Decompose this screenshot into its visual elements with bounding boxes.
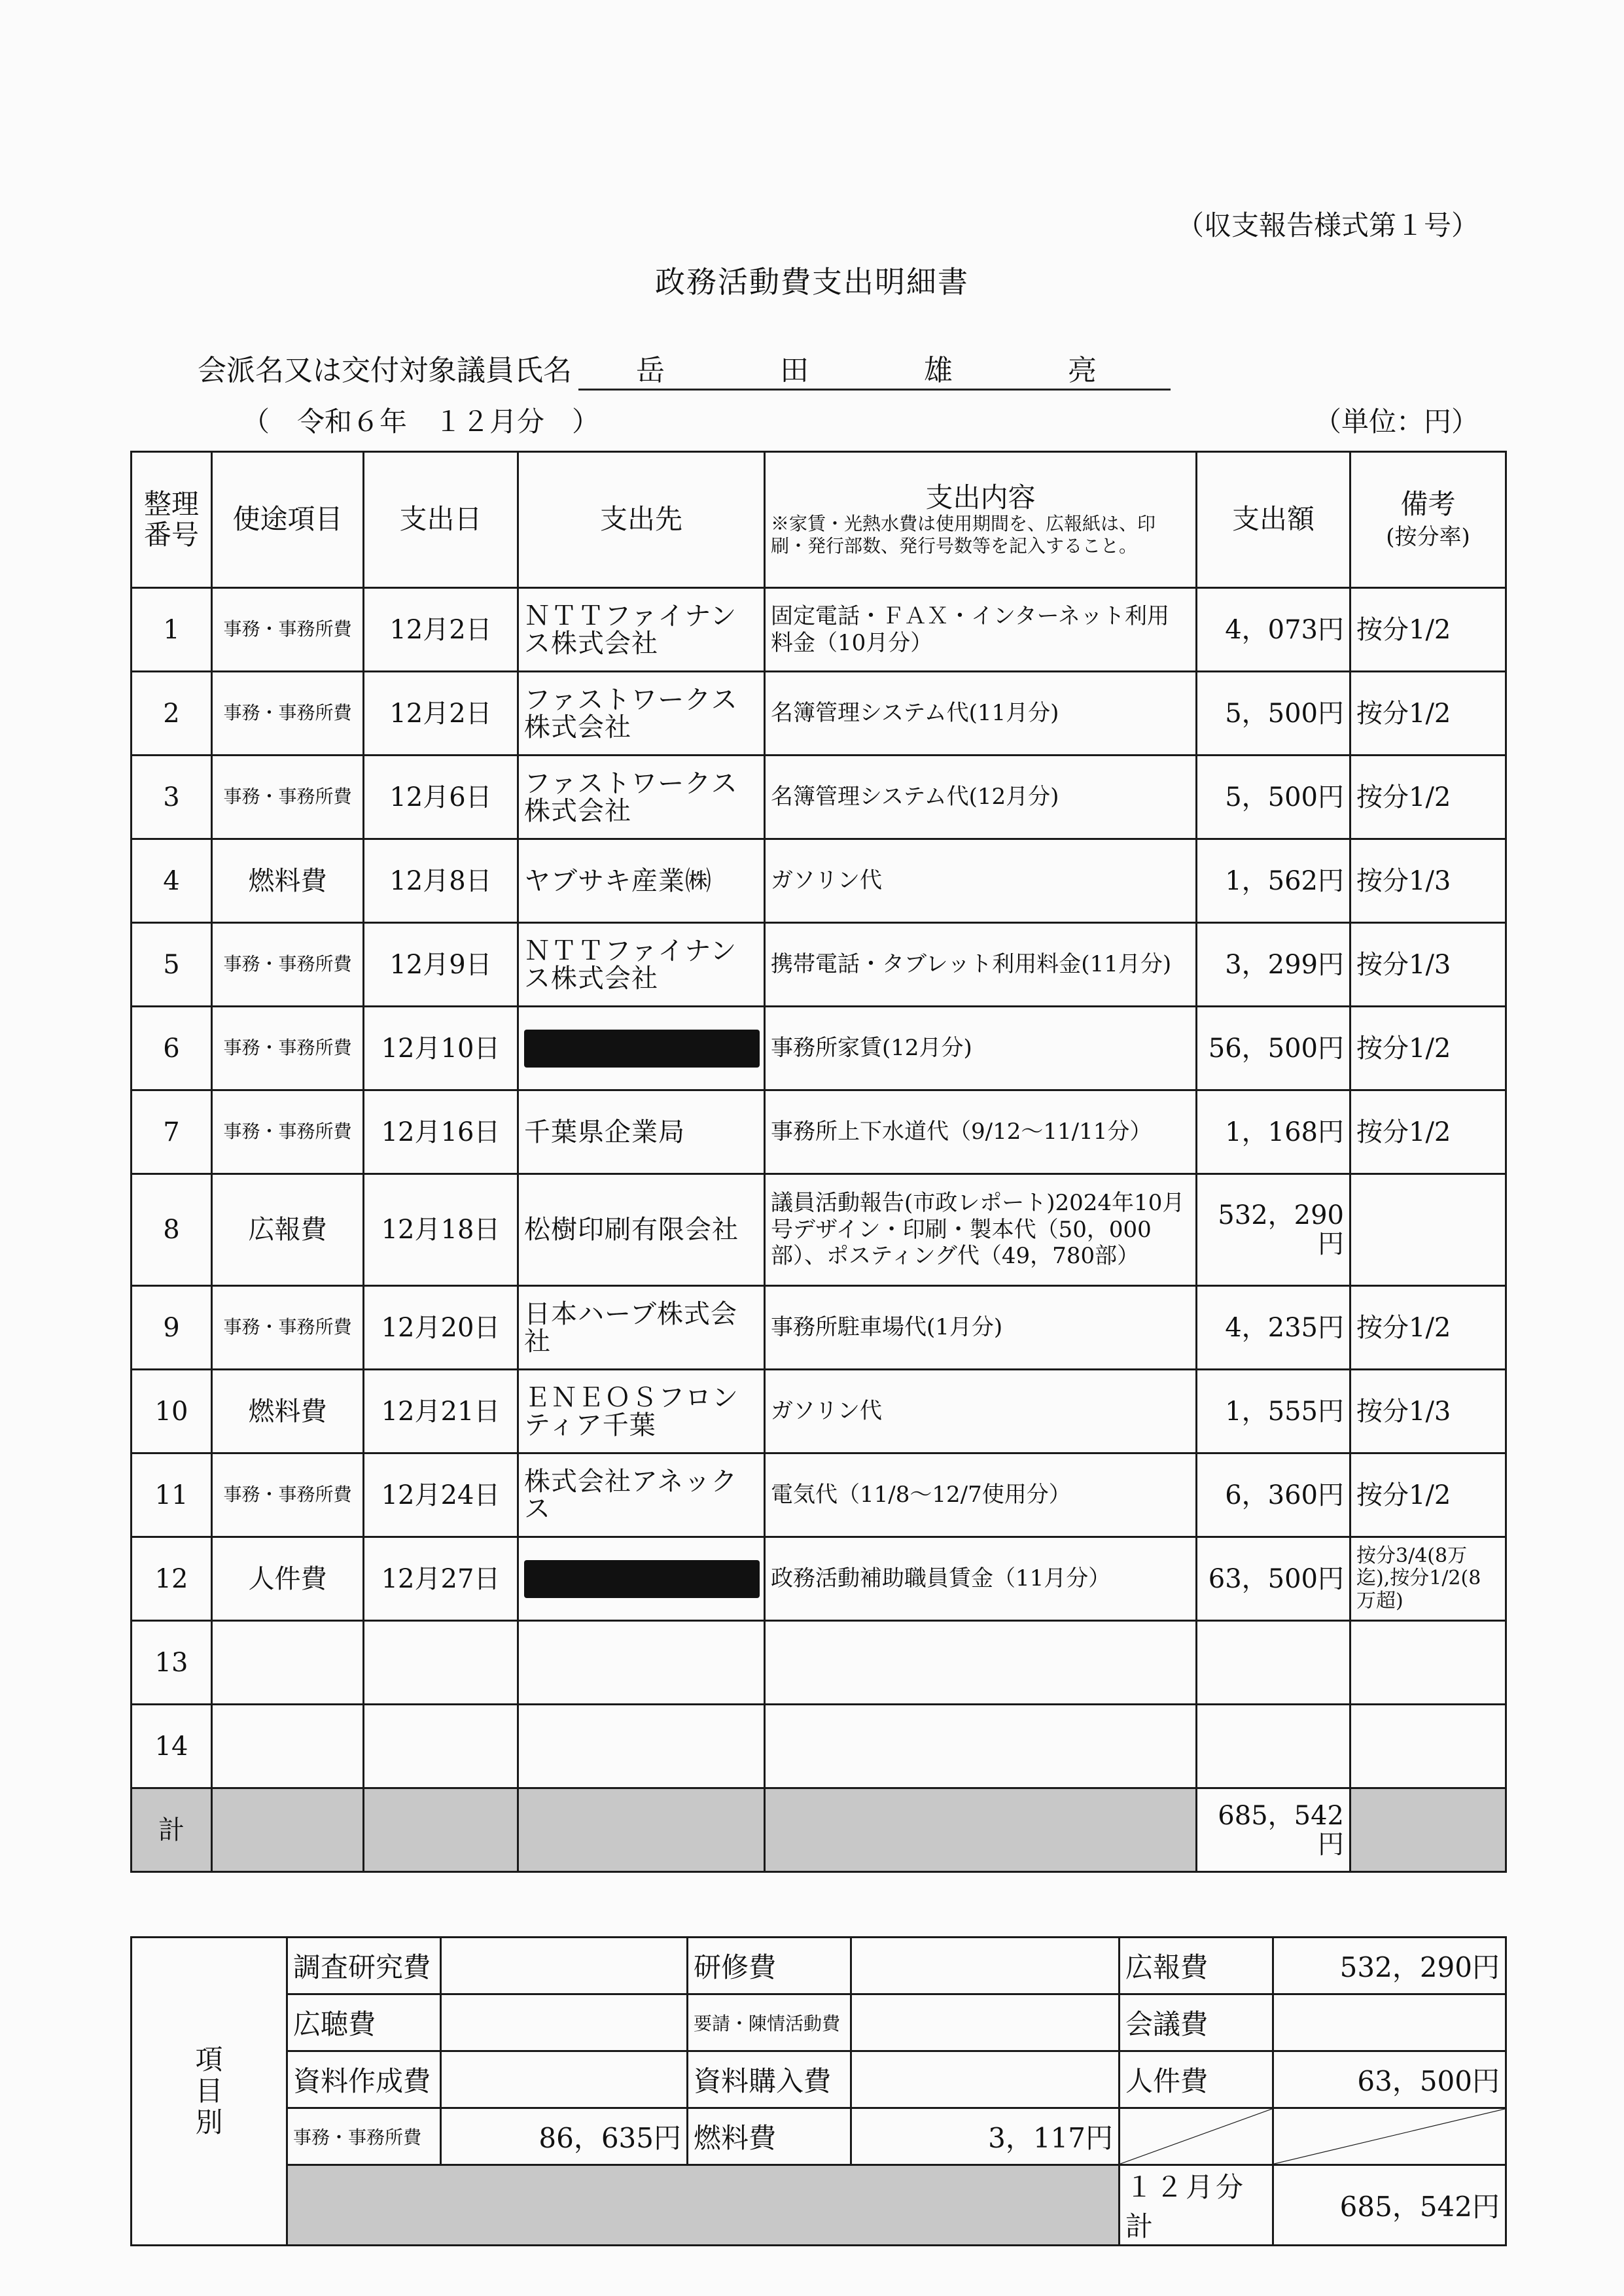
row-content: 固定電話・ＦＡＸ・インターネット利用料金（10月分） [765, 588, 1197, 672]
row-content: 事務所家賃(12月分) [765, 1007, 1197, 1090]
row-remarks: 按分1/2 [1350, 672, 1506, 756]
row-category: 事務・事務所費 [212, 588, 364, 672]
row-date: 12月24日 [364, 1453, 518, 1537]
value-nenryou: 3，117円 [851, 2108, 1120, 2165]
table-header-row [132, 452, 1506, 588]
row-date: 12月10日 [364, 1007, 518, 1090]
report-period: （ 令和６年 １２月分 ） [242, 406, 600, 438]
member-name-char: 雄 [924, 354, 953, 387]
row-remarks: 按分1/2 [1350, 1007, 1506, 1090]
row-category: 事務・事務所費 [212, 1007, 364, 1090]
row-no: 6 [132, 1007, 212, 1090]
value-kaigi [1273, 1994, 1506, 2051]
table-row [132, 923, 1506, 1007]
row-date [364, 1705, 518, 1788]
row-no: 7 [132, 1090, 212, 1174]
table-row [132, 839, 1506, 923]
summary-side-label: 項目別 [132, 1938, 287, 2246]
row-amount: 532，290円 [1197, 1174, 1350, 1286]
header-amount: 支出額 [1197, 452, 1350, 588]
row-date: 12月16日 [364, 1090, 518, 1174]
row-date: 12月2日 [364, 588, 518, 672]
row-no: 12 [132, 1537, 212, 1621]
row-amount: 6，360円 [1197, 1453, 1350, 1537]
header-remarks [1350, 452, 1506, 588]
row-content: 事務所上下水道代（9/12～11/11分） [765, 1090, 1197, 1174]
redaction-bar [524, 1560, 760, 1598]
row-remarks: 按分1/3 [1350, 923, 1506, 1007]
label-yousei: 要請・陳情活動費 [688, 1994, 851, 2051]
value-shiryou-sakusei [441, 2051, 688, 2108]
table-row [132, 756, 1506, 839]
row-no: 14 [132, 1705, 212, 1788]
member-name-char: 亮 [1068, 354, 1097, 387]
row-payee: ＮＴＴファイナンス株式会社 [518, 588, 765, 672]
row-remarks [1350, 1705, 1506, 1788]
header-date: 支出日 [364, 452, 518, 588]
summary-row [132, 1994, 1506, 2051]
label-shiryou-sakusei: 資料作成費 [287, 2051, 441, 2108]
row-amount: 1，168円 [1197, 1090, 1350, 1174]
summary-row [132, 2165, 1506, 2246]
row-remarks: 按分1/3 [1350, 839, 1506, 923]
value-kouhou: 532，290円 [1273, 1938, 1506, 1994]
label-chousa: 調査研究費 [287, 1938, 441, 1994]
document-title: 政務活動費支出明細書 [655, 264, 969, 300]
row-payee-redacted [518, 1007, 765, 1090]
row-amount: 1，555円 [1197, 1370, 1350, 1453]
header-remarks-title: 備考 [1400, 488, 1456, 521]
table-row [132, 1453, 1506, 1537]
value-yousei [851, 1994, 1120, 2051]
table-row [132, 1090, 1506, 1174]
row-payee: ファストワークス株式会社 [518, 756, 765, 839]
row-amount [1197, 1705, 1350, 1788]
row-no: 3 [132, 756, 212, 839]
header-remarks-sub: (按分率) [1386, 523, 1470, 550]
summary-row [132, 2108, 1506, 2165]
row-content: 名簿管理システム代(12月分) [765, 756, 1197, 839]
header-payee: 支出先 [518, 452, 765, 588]
diagonal-empty-cell [1273, 2108, 1506, 2165]
summary-row [132, 1938, 1506, 1994]
label-kouchou: 広聴費 [287, 1994, 441, 2051]
row-date: 12月18日 [364, 1174, 518, 1286]
category-summary-table [130, 1936, 1507, 2246]
row-amount: 56，500円 [1197, 1007, 1350, 1090]
total-empty-cell [212, 1788, 364, 1872]
row-payee: ＥＮＥＯＳフロンティア千葉 [518, 1370, 765, 1453]
row-remarks: 按分1/3 [1350, 1370, 1506, 1453]
member-label: 会派名又は交付対象議員氏名 [198, 354, 572, 387]
header-content-title: 支出内容 [925, 481, 1036, 513]
row-no: 10 [132, 1370, 212, 1453]
table-row [132, 1705, 1506, 1788]
row-content [765, 1705, 1197, 1788]
diagonal-line [1274, 2109, 1505, 2164]
row-amount: 5，500円 [1197, 672, 1350, 756]
label-jinken: 人件費 [1120, 2051, 1273, 2108]
row-payee: ヤブサキ産業㈱ [518, 839, 765, 923]
row-category: 燃料費 [212, 839, 364, 923]
row-category: 広報費 [212, 1174, 364, 1286]
row-remarks [1350, 1621, 1506, 1705]
row-date [364, 1621, 518, 1705]
label-kenshu: 研修費 [688, 1938, 851, 1994]
row-content: 電気代（11/8～12/7使用分） [765, 1453, 1197, 1537]
summary-shaded-cell [287, 2165, 1120, 2246]
value-jinken: 63，500円 [1273, 2051, 1506, 2108]
table-row [132, 1537, 1506, 1621]
row-category: 燃料費 [212, 1370, 364, 1453]
row-payee: ＮＴＴファイナンス株式会社 [518, 923, 765, 1007]
row-remarks: 按分3/4(8万迄),按分1/2(8万超) [1350, 1537, 1506, 1621]
row-amount: 4，073円 [1197, 588, 1350, 672]
row-content [765, 1621, 1197, 1705]
table-row [132, 672, 1506, 756]
member-line [198, 347, 1171, 391]
row-payee: 松樹印刷有限会社 [518, 1174, 765, 1286]
row-no: 13 [132, 1621, 212, 1705]
redaction-bar [524, 1030, 760, 1068]
row-payee [518, 1705, 765, 1788]
row-content: 議員活動報告(市政レポート)2024年10月号デザイン・印刷・製本代（50，000部）、ポスティング代（49，780部） [765, 1174, 1197, 1286]
form-number: （収支報告様式第１号） [1176, 209, 1479, 241]
row-amount: 1，562円 [1197, 839, 1350, 923]
row-payee-redacted [518, 1537, 765, 1621]
table-row [132, 1621, 1506, 1705]
total-row [132, 1788, 1506, 1872]
value-kenshu [851, 1938, 1120, 1994]
label-shiryou-kounyu: 資料購入費 [688, 2051, 851, 2108]
row-amount [1197, 1621, 1350, 1705]
row-amount: 4，235円 [1197, 1286, 1350, 1370]
row-date: 12月9日 [364, 923, 518, 1007]
member-name-field [578, 347, 1171, 391]
table-row [132, 1370, 1506, 1453]
row-payee: ファストワークス株式会社 [518, 672, 765, 756]
currency-unit: （単位：円） [1313, 406, 1479, 438]
row-no: 5 [132, 923, 212, 1007]
row-category: 事務・事務所費 [212, 1286, 364, 1370]
row-amount: 5，500円 [1197, 756, 1350, 839]
label-month-total: １２月分計 [1120, 2165, 1273, 2246]
row-date: 12月20日 [364, 1286, 518, 1370]
row-content: ガソリン代 [765, 839, 1197, 923]
row-date: 12月27日 [364, 1537, 518, 1621]
value-month-total: 685，542円 [1273, 2165, 1506, 2246]
total-empty-cell [518, 1788, 765, 1872]
row-category [212, 1621, 364, 1705]
row-payee: 株式会社アネックス [518, 1453, 765, 1537]
row-date: 12月2日 [364, 672, 518, 756]
row-content: 携帯電話・タブレット利用料金(11月分) [765, 923, 1197, 1007]
header-no: 整理番号 [132, 452, 212, 588]
total-amount: 685，542円 [1197, 1788, 1350, 1872]
diagonal-empty-cell [1120, 2108, 1273, 2165]
total-label: 計 [132, 1788, 212, 1872]
row-no: 8 [132, 1174, 212, 1286]
member-name-char: 岳 [636, 354, 665, 387]
row-category: 事務・事務所費 [212, 923, 364, 1007]
row-content: 政務活動補助職員賃金（11月分） [765, 1537, 1197, 1621]
row-category: 事務・事務所費 [212, 756, 364, 839]
row-no: 1 [132, 588, 212, 672]
diagonal-line [1120, 2109, 1272, 2164]
row-remarks: 按分1/2 [1350, 756, 1506, 839]
table-row [132, 1174, 1506, 1286]
header-category: 使途項目 [212, 452, 364, 588]
label-jimu: 事務・事務所費 [287, 2108, 441, 2165]
total-empty-cell [364, 1788, 518, 1872]
table-row [132, 588, 1506, 672]
row-remarks: 按分1/2 [1350, 588, 1506, 672]
summary-row [132, 2051, 1506, 2108]
row-remarks: 按分1/2 [1350, 1453, 1506, 1537]
row-date: 12月8日 [364, 839, 518, 923]
row-category: 人件費 [212, 1537, 364, 1621]
table-row [132, 1286, 1506, 1370]
value-jimu: 86，635円 [441, 2108, 688, 2165]
row-remarks: 按分1/2 [1350, 1286, 1506, 1370]
header-content [765, 452, 1197, 588]
row-content: ガソリン代 [765, 1370, 1197, 1453]
header-content-note: ※家賃・光熱水費は使用期間を、広報紙は、印刷・発行部数、発行号数等を記入すること。 [771, 513, 1156, 557]
row-content: 事務所駐車場代(1月分) [765, 1286, 1197, 1370]
row-no: 9 [132, 1286, 212, 1370]
row-amount: 3，299円 [1197, 923, 1350, 1007]
value-kouchou [441, 1994, 688, 2051]
row-payee: 日本ハーブ株式会社 [518, 1286, 765, 1370]
row-category: 事務・事務所費 [212, 1453, 364, 1537]
row-date: 12月21日 [364, 1370, 518, 1453]
row-payee: 千葉県企業局 [518, 1090, 765, 1174]
row-date: 12月6日 [364, 756, 518, 839]
row-category: 事務・事務所費 [212, 672, 364, 756]
row-no: 4 [132, 839, 212, 923]
row-remarks: 按分1/2 [1350, 1090, 1506, 1174]
label-kouhou: 広報費 [1120, 1938, 1273, 1994]
total-empty-cell [1350, 1788, 1506, 1872]
row-remarks [1350, 1174, 1506, 1286]
table-row [132, 1007, 1506, 1090]
expense-table [130, 451, 1507, 1873]
row-no: 11 [132, 1453, 212, 1537]
row-content: 名簿管理システム代(11月分) [765, 672, 1197, 756]
row-payee [518, 1621, 765, 1705]
row-no: 2 [132, 672, 212, 756]
row-category: 事務・事務所費 [212, 1090, 364, 1174]
row-category [212, 1705, 364, 1788]
label-kaigi: 会議費 [1120, 1994, 1273, 2051]
label-nenryou: 燃料費 [688, 2108, 851, 2165]
total-empty-cell [765, 1788, 1197, 1872]
member-name-char: 田 [780, 354, 809, 387]
value-chousa [441, 1938, 688, 1994]
value-shiryou-kounyu [851, 2051, 1120, 2108]
row-amount: 63，500円 [1197, 1537, 1350, 1621]
